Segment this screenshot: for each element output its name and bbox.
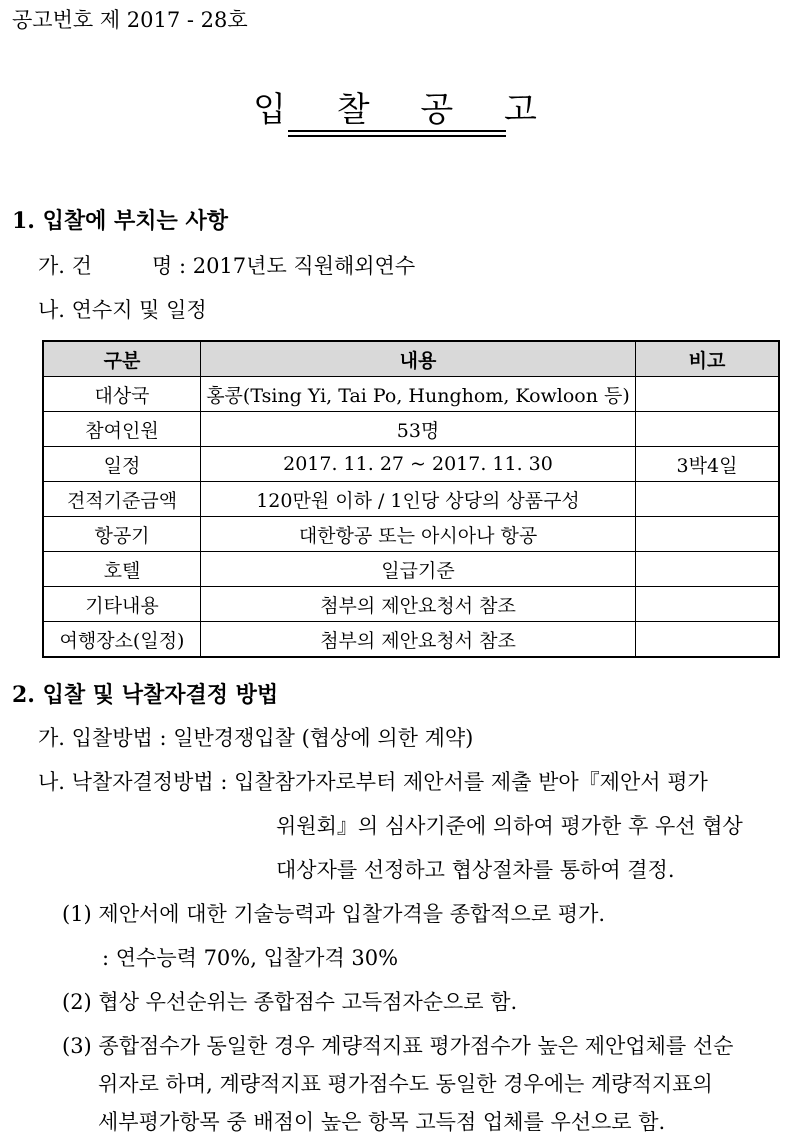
table-cell: 120만원 이하 / 1인당 상당의 상품구성	[201, 482, 636, 517]
table-row	[43, 622, 779, 658]
section2-sub3-line1: (3) 종합점수가 동일한 경우 계량적지표 평가점수가 높은 제안업체를 선순	[62, 1034, 734, 1058]
table-cell	[636, 552, 780, 587]
table-cell	[636, 587, 780, 622]
notice-number: 공고번호 제 2017 - 28호	[12, 8, 248, 32]
section1-item-ga-label: 가. 건	[38, 254, 92, 278]
table-row	[43, 447, 779, 482]
table-cell: 호텔	[43, 552, 201, 587]
table-cell: 일급기준	[201, 552, 636, 587]
table-cell: 여행장소(일정)	[43, 622, 201, 658]
section2-sub3-line3: 세부평가항목 중 배점이 높은 항목 고득점 업체를 우선으로 함.	[98, 1110, 666, 1134]
section2-item-na-line1: 나. 낙찰자결정방법 : 입찰참가자로부터 제안서를 제출 받아『제안서 평가	[38, 770, 708, 794]
section2-sub1-line2: : 연수능력 70%, 입찰가격 30%	[102, 946, 399, 970]
section2-item-na-line2: 위원회』의 심사기준에 의하여 평가한 후 우선 협상	[276, 814, 743, 838]
table-cell: 항공기	[43, 517, 201, 552]
section1-item-ga-value: 명 : 2017년도 직원해외연수	[152, 254, 416, 278]
title-underline	[288, 130, 506, 132]
table-cell: 일정	[43, 447, 201, 482]
table-cell	[636, 377, 780, 412]
table-cell	[636, 482, 780, 517]
table-row	[43, 517, 779, 552]
table-header-row	[43, 341, 779, 377]
document-title: 입 찰 공 고	[253, 90, 557, 130]
section2-heading: 2. 입찰 및 낙찰자결정 방법	[12, 682, 279, 708]
section1-heading: 1. 입찰에 부치는 사항	[12, 208, 228, 234]
table-cell: 3박4일	[636, 447, 780, 482]
section2-sub1-line1: (1) 제안서에 대한 기술능력과 입찰가격을 종합적으로 평가.	[62, 902, 606, 926]
table-cell: 53명	[201, 412, 636, 447]
section2-item-ga: 가. 입찰방법 : 일반경쟁입찰 (협상에 의한 계약)	[38, 726, 474, 750]
table-cell: 2017. 11. 27 ~ 2017. 11. 30	[201, 447, 636, 482]
section1-item-na: 나. 연수지 및 일정	[38, 298, 207, 322]
table-cell: 첨부의 제안요청서 참조	[201, 587, 636, 622]
table-cell: 견적기준금액	[43, 482, 201, 517]
table-cell: 홍콩(Tsing Yi, Tai Po, Hunghom, Kowloon 등)	[201, 377, 636, 412]
section2-item-na-line3: 대상자를 선정하고 협상절차를 통하여 결정.	[276, 858, 675, 882]
table-cell	[636, 412, 780, 447]
table-row	[43, 412, 779, 447]
section2-sub2: (2) 협상 우선순위는 종합점수 고득점자순으로 함.	[62, 990, 518, 1014]
table-cell: 기타내용	[43, 587, 201, 622]
table-header-cell: 비고	[636, 341, 780, 377]
table-cell: 첨부의 제안요청서 참조	[201, 622, 636, 658]
table-row	[43, 377, 779, 412]
section2-sub3-line2: 위자로 하며, 계량적지표 평가점수도 동일한 경우에는 계량적지표의	[98, 1072, 713, 1096]
table-cell: 대한항공 또는 아시아나 항공	[201, 517, 636, 552]
table-cell	[636, 622, 780, 658]
schedule-table	[42, 340, 780, 658]
table-cell	[636, 517, 780, 552]
table-header-cell: 내용	[201, 341, 636, 377]
table-row	[43, 552, 779, 587]
table-header-cell: 구분	[43, 341, 201, 377]
table-cell: 참여인원	[43, 412, 201, 447]
table-cell: 대상국	[43, 377, 201, 412]
title-underline-2	[288, 135, 506, 137]
table-row	[43, 587, 779, 622]
table-row	[43, 482, 779, 517]
